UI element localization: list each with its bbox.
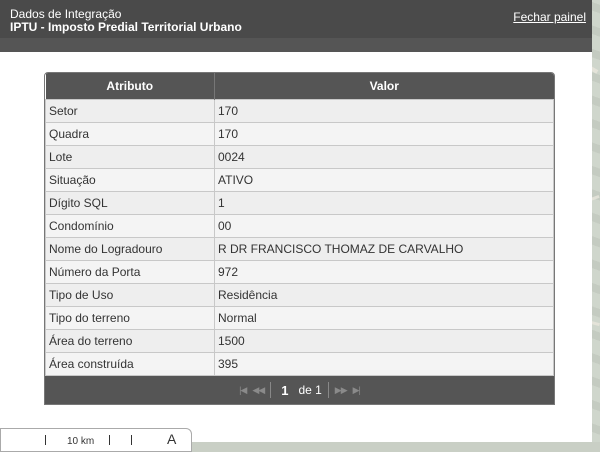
value-cell: 0024 [215,146,554,169]
close-panel-link[interactable]: Fechar painel [513,10,586,24]
panel-subtitle: IPTU - Imposto Predial Territorial Urbano [10,20,242,34]
attribute-cell: Área do terreno [46,330,215,353]
attribute-cell: Dígito SQL [46,192,215,215]
attribute-cell: Número da Porta [46,261,215,284]
first-page-icon[interactable]: |◀ [239,384,247,395]
table-row[interactable] [46,330,554,353]
page-total-label: de 1 [298,383,322,397]
pager-divider [270,382,271,398]
table-row[interactable] [46,123,554,146]
table-row[interactable] [46,215,554,238]
last-page-icon[interactable]: ▶| [352,384,360,395]
value-cell: ATIVO [215,169,554,192]
value-cell: 00 [215,215,554,238]
scale-tick [45,435,46,445]
attribute-cell: Área construída [46,353,215,376]
table-row[interactable] [46,307,554,330]
next-page-icon[interactable]: ▶▶ [334,384,347,395]
previous-page-icon[interactable]: ◀◀ [252,384,265,395]
table-row[interactable] [46,169,554,192]
attribute-cell: Tipo do terreno [46,307,215,330]
panel-content [0,52,592,442]
value-cell: Residência [215,284,554,307]
table-row[interactable] [46,146,554,169]
table-row[interactable] [46,284,554,307]
column-header-attribute[interactable]: Atributo [46,73,215,100]
table-header-row [46,73,554,100]
attribute-cell: Nome do Logradouro [46,238,215,261]
value-cell: 1 [215,192,554,215]
value-cell: 972 [215,261,554,284]
value-cell: 1500 [215,330,554,353]
attribute-cell: Situação [46,169,215,192]
pagination-bar [45,376,554,404]
value-cell: R DR FRANCISCO THOMAZ DE CARVALHO [215,238,554,261]
attribute-cell: Quadra [46,123,215,146]
panel-title: Dados de Integração [10,7,122,21]
value-cell: 395 [215,353,554,376]
attribute-grid [44,72,555,405]
north-arrow-icon: A [167,431,177,447]
table-body [46,100,554,376]
attribute-cell: Tipo de Uso [46,284,215,307]
panel-header [0,0,592,38]
scale-label: 10 km [67,436,95,447]
column-header-value[interactable]: Valor [215,73,554,100]
scale-tick [131,435,132,445]
attribute-cell: Condomínio [46,215,215,238]
value-cell: 170 [215,100,554,123]
attribute-cell: Lote [46,146,215,169]
table-row[interactable] [46,261,554,284]
table-row[interactable] [46,192,554,215]
table-row[interactable] [46,238,554,261]
table-row[interactable] [46,353,554,376]
pager-divider [328,382,329,398]
table-row[interactable] [46,100,554,123]
current-page-number[interactable]: 1 [281,382,289,398]
map-scale-bar [0,428,192,452]
attribute-table [45,73,554,376]
value-cell: 170 [215,123,554,146]
scale-tick [109,435,110,445]
value-cell: Normal [215,307,554,330]
attribute-cell: Setor [46,100,215,123]
